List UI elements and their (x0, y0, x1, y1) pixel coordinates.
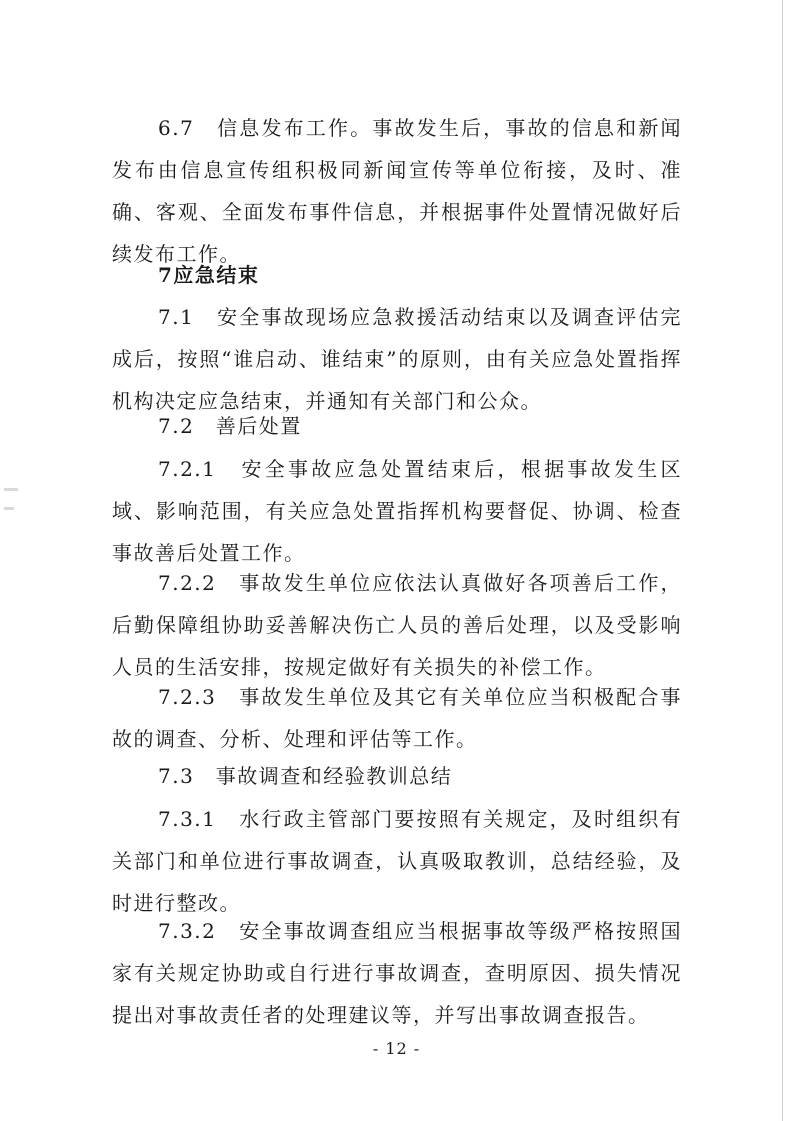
subheading-7-3: 7.3 事故调查和经验教训总结 (158, 764, 453, 788)
scan-edge-line (782, 0, 783, 1121)
scan-speck (4, 488, 18, 491)
page-number: - 12 - (372, 1039, 421, 1058)
paragraph-7-1: 7.1 安全事故现场应急救援活动结束以及调查评估完成后，按照“谁启动、谁结束”的原则，由有关应急处置指挥机构决定应急结束，并通知有关部门和公众。 (112, 305, 682, 413)
paragraph-7-2-3: 7.2.3 事故发生单位及其它有关单位应当积极配合事故的调查、分析、处理和评估等工作。 (112, 685, 682, 751)
paragraph-7-3-1: 7.3.1 水行政主管部门要按照有关规定，及时组织有关部门和单位进行事故调查，认真吸取教训，总结经验，及时进行整改。 (112, 807, 682, 915)
paragraph-7-2-1: 7.2.1 安全事故应急处置结束后，根据事故发生区域、影响范围，有关应急处置指挥机构要督促、协调、检查事故善后处置工作。 (112, 457, 682, 565)
paragraph-7-3-2: 7.3.2 安全事故调查组应当根据事故等级严格按照国家有关规定协助或自行进行事故调查，查明原因、损失情况提出对事故责任者的处理建议等，并写出事故调查报告。 (112, 919, 682, 1027)
section-heading-7: 7应急结束 (158, 263, 260, 287)
subheading-7-2: 7.2 善后处置 (158, 414, 302, 438)
paragraph-6-7: 6.7 信息发布工作。事故发生后，事故的信息和新闻发布由信息宣传组积极同新闻宣传等单位衔接，及时、准确、客观、全面发布事件信息，并根据事件处置情况做好后续发布工作。 (112, 116, 682, 266)
scan-speck (4, 507, 14, 510)
paragraph-7-2-2: 7.2.2 事故发生单位应依法认真做好各项善后工作，后勤保障组协助妥善解决伤亡人员的善后处理，以及受影响人员的生活安排，按规定做好有关损失的补偿工作。 (112, 571, 682, 679)
